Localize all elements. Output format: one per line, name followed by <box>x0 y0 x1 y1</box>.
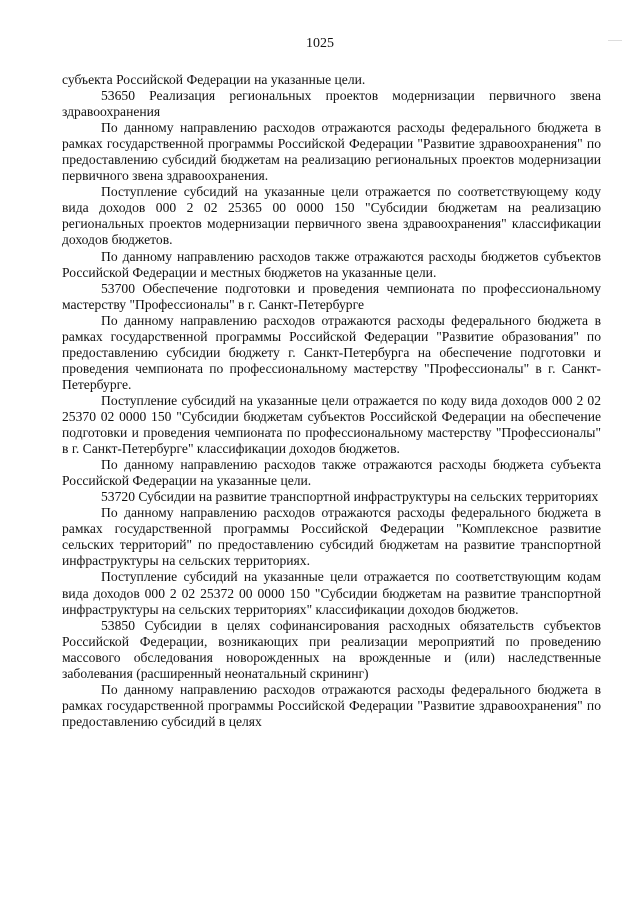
paragraph: По данному направлению расходов также отражаются расходы бюджета субъекта Российской Федерации на указанные цели. <box>62 457 601 489</box>
paragraph-continuation: субъекта Российской Федерации на указанные цели. <box>62 72 366 87</box>
paragraph: По данному направлению расходов отражаются расходы федерального бюджета в рамках государственной программы Российской Федерации "Комплексное развитие сельских территорий" по предоставлению субсидий бюджетам на развитие транспортной инфраструктуры на сельских территориях. <box>62 505 601 569</box>
scan-artifact <box>608 40 622 41</box>
paragraph: По данному направлению расходов отражаются расходы федерального бюджета в рамках государственной программы Российской Федерации "Развитие здравоохранения" по предоставлению субсидий бюджетам на реализацию региональных проектов модернизации первичного звена здравоохранения. <box>62 120 601 184</box>
paragraph: Поступление субсидий на указанные цели отражается по соответствующему коду вида доходов 000 2 02 25365 00 0000 150 "Субсидии бюджетам на реализацию региональных проектов модернизации первичного звена здравоохранения" классификации доходов бюджетов. <box>62 184 601 248</box>
paragraph: По данному направлению расходов отражаются расходы федерального бюджета в рамках государственной программы Российской Федерации "Развитие здравоохранения" по предоставлению субсидий в целях <box>62 681 601 729</box>
paragraph: По данному направлению расходов также отражаются расходы бюджетов субъектов Российской Федерации и местных бюджетов на указанные цели. <box>62 248 601 280</box>
section-heading-53720: 53720 Субсидии на развитие транспортной инфраструктуры на сельских территориях <box>101 489 599 505</box>
section-heading-53650: 53650 Реализация региональных проектов модернизации первичного звена здравоохранения <box>62 88 601 120</box>
section-heading-53850: 53850 Субсидии в целях софинансирования расходных обязательств субъектов Российской Федерации, возникающих при реализации мероприятий по проведению массового обследования новорожденных на врожденные и (или) наследственные заболевания (расширенный неонатальный скрининг) <box>62 617 601 681</box>
page-number: 1025 <box>306 36 334 51</box>
paragraph: Поступление субсидий на указанные цели отражается по соответствующим кодам вида доходов 000 2 02 25372 00 0000 150 "Субсидии бюджетам на развитие транспортной инфраструктуры на сельских территориях" классификации доходов бюджетов. <box>62 569 601 617</box>
section-heading-53700: 53700 Обеспечение подготовки и проведения чемпионата по профессиональному мастерству "Профессионалы" в г. Санкт-Петербурге <box>62 280 601 312</box>
paragraph: По данному направлению расходов отражаются расходы федерального бюджета в рамках государственной программы Российской Федерации "Развитие образования" по предоставлению субсидии бюджету г. Санкт-Петербурга на обеспечение подготовки и проведения чемпионата по профессиональному мастерству "Профессионалы" в г. Санкт-Петербурге. <box>62 312 601 392</box>
paragraph: Поступление субсидий на указанные цели отражается по коду вида доходов 000 2 02 25370 02 0000 150 "Субсидии бюджетам субъектов Российской Федерации на обеспечение подготовки и проведения чемпионата по профессиональному мастерству "Профессионалы" в г. Санкт-Петербурге" классификации доходов бюджетов. <box>62 392 601 457</box>
document-body <box>62 72 601 730</box>
